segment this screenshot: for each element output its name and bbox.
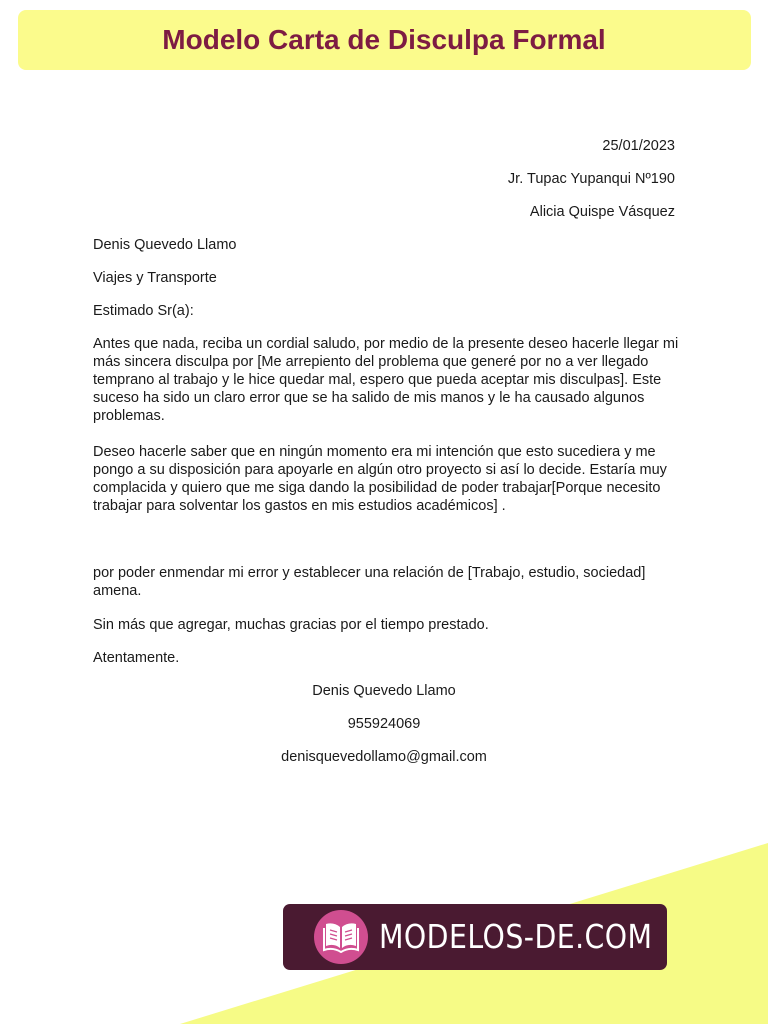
signature-name: Denis Quevedo Llamo: [312, 683, 456, 699]
paragraph-4: Sin más que agregar, muchas gracias por el tiempo prestado.: [93, 617, 489, 633]
brand-text: MODELOS-DE.COM: [379, 917, 653, 956]
sender-address: Jr. Tupac Yupanqui Nº190: [507, 171, 675, 187]
recipient-name: Denis Quevedo Llamo: [93, 237, 237, 253]
page-title: Modelo Carta de Disculpa Formal: [162, 24, 606, 55]
brand-logo-circle: [314, 910, 368, 964]
paragraph-3: por poder enmendar mi error y establecer una relación de [Trabajo, estudio, sociedad] amena.: [93, 565, 646, 599]
closing: Atentamente.: [93, 650, 180, 666]
paragraph-1: Antes que nada, reciba un cordial saludo, por medio de la presente deseo hacerle llegar mi más sincera disculpa por [Me arrepiento del problema que generé por no a ver llegado temprano al trabajo y le hice quedar mal, espero que pueda aceptar mis disculpas]. Este suceso ha sido un claro error que se ha salido de mis manos y le ha causado algunos problemas.: [93, 336, 679, 424]
open-book-icon: [323, 921, 359, 953]
recipient-company: Viajes y Transporte: [93, 270, 217, 286]
signature-phone: 955924069: [347, 716, 421, 732]
signature-email: denisquevedollamo@gmail.com: [281, 749, 487, 765]
greeting: Estimado Sr(a):: [93, 303, 194, 319]
sender-name: Alicia Quispe Vásquez: [529, 204, 675, 220]
letter-date: 25/01/2023: [602, 138, 675, 154]
brand-banner: [283, 904, 667, 970]
paragraph-2: Deseo hacerle saber que en ningún momento era mi intención que esto sucediera y me pongo a su disposición para apoyarle en algún otro proyecto si así lo decide. Estaría muy complacida y quiero que me siga dando la posibilidad de poder trabajar[Porque necesito trabajar para solventar los gastos en mis estudios académicos] .: [93, 444, 667, 514]
